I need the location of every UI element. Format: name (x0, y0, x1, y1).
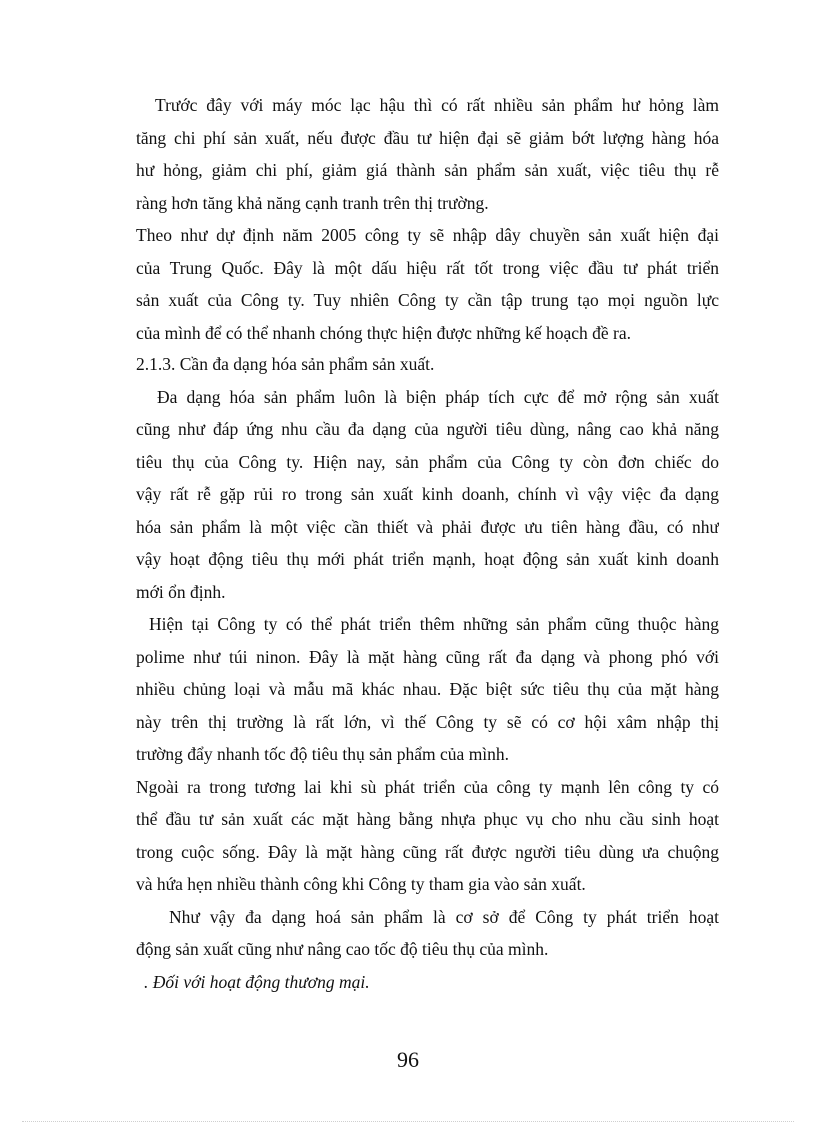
text-line: trong cuộc sống. Đây là mặt hàng cũng rất được người tiêu dùng ưa chuộng (136, 842, 719, 862)
text-line: Như vậy đa dạng hoá sản phẩm là cơ sở để Công ty phát triển hoạt (169, 907, 719, 927)
text-line: hư hỏng, giảm chi phí, giảm giá thành sản phẩm sản xuất, việc tiêu thụ rễ (136, 160, 719, 180)
text-line: của mình để có thể nhanh chóng thực hiện được những kế hoạch đề ra. (136, 323, 631, 343)
text-line: hóa sản phẩm là một việc cần thiết và phải được ưu tiên hàng đầu, có như (136, 517, 719, 537)
text-line: tăng chi phí sản xuất, nếu được đầu tư hiện đại sẽ giảm bớt lượng hàng hóa (136, 128, 719, 148)
text-line: Hiện tại Công ty có thể phát triển thêm những sản phẩm cũng thuộc hàng (149, 614, 719, 634)
text-line: Theo như dự định năm 2005 công ty sẽ nhập dây chuyền sản xuất hiện đại (136, 225, 719, 245)
text-line: động sản xuất cũng như nâng cao tốc độ tiêu thụ của mình. (136, 939, 549, 959)
page-number: 96 (397, 1047, 419, 1072)
text-line: nhiều chủng loại và mẫu mã khác nhau. Đặc biệt sức tiêu thụ của mặt hàng (136, 679, 719, 699)
text-line: của Trung Quốc. Đây là một dấu hiệu rất tốt trong việc đầu tư phát triển (136, 258, 719, 278)
text-line: cũng như đáp ứng nhu cầu đa dạng của người tiêu dùng, nâng cao khả năng (136, 419, 719, 439)
text-line: Trước đây với máy móc lạc hậu thì có rất nhiều sản phẩm hư hỏng làm (155, 95, 719, 115)
text-line: này trên thị trường là rất lớn, vì thế Công ty sẽ có cơ hội xâm nhập thị (136, 712, 719, 732)
text-line: Ngoài ra trong tương lai khi sù phát triển của công ty mạnh lên công ty có (136, 777, 719, 797)
text-line: vậy rất rễ gặp rủi ro trong sản xuất kinh doanh, chính vì vậy việc đa dạng (136, 484, 719, 504)
text-line: trường đẩy nhanh tốc độ tiêu thụ sản phẩm của mình. (136, 744, 510, 764)
text-line: sản xuất của Công ty. Tuy nhiên Công ty cần tập trung tạo mọi nguồn lực (136, 290, 719, 310)
text-line: Đa dạng hóa sản phẩm luôn là biện pháp tích cực để mở rộng sản xuất (157, 387, 719, 407)
text-line: ràng hơn tăng khả năng cạnh tranh trên thị trường. (136, 193, 489, 213)
page-bottom-border (22, 1121, 794, 1122)
text-line: tiêu thụ của Công ty. Hiện nay, sản phẩm của Công ty còn đơn chiếc do (136, 452, 719, 472)
text-line: thể đầu tư sản xuất các mặt hàng bằng nhựa phục vụ cho nhu cầu sinh hoạt (136, 809, 719, 829)
text-line: mới ổn định. (136, 582, 226, 602)
text-line: và hứa hẹn nhiều thành công khi Công ty tham gia vào sản xuất. (136, 874, 586, 894)
section-subheading: . Đối với hoạt động thương mại. (144, 972, 370, 992)
text-line: vậy hoạt động tiêu thụ mới phát triển mạnh, hoạt động sản xuất kinh doanh (136, 549, 719, 569)
section-heading: 2.1.3. Cần đa dạng hóa sản phẩm sản xuất. (136, 354, 435, 374)
text-line: polime như túi ninon. Đây là mặt hàng cũng rất đa dạng và phong phó với (136, 647, 719, 667)
